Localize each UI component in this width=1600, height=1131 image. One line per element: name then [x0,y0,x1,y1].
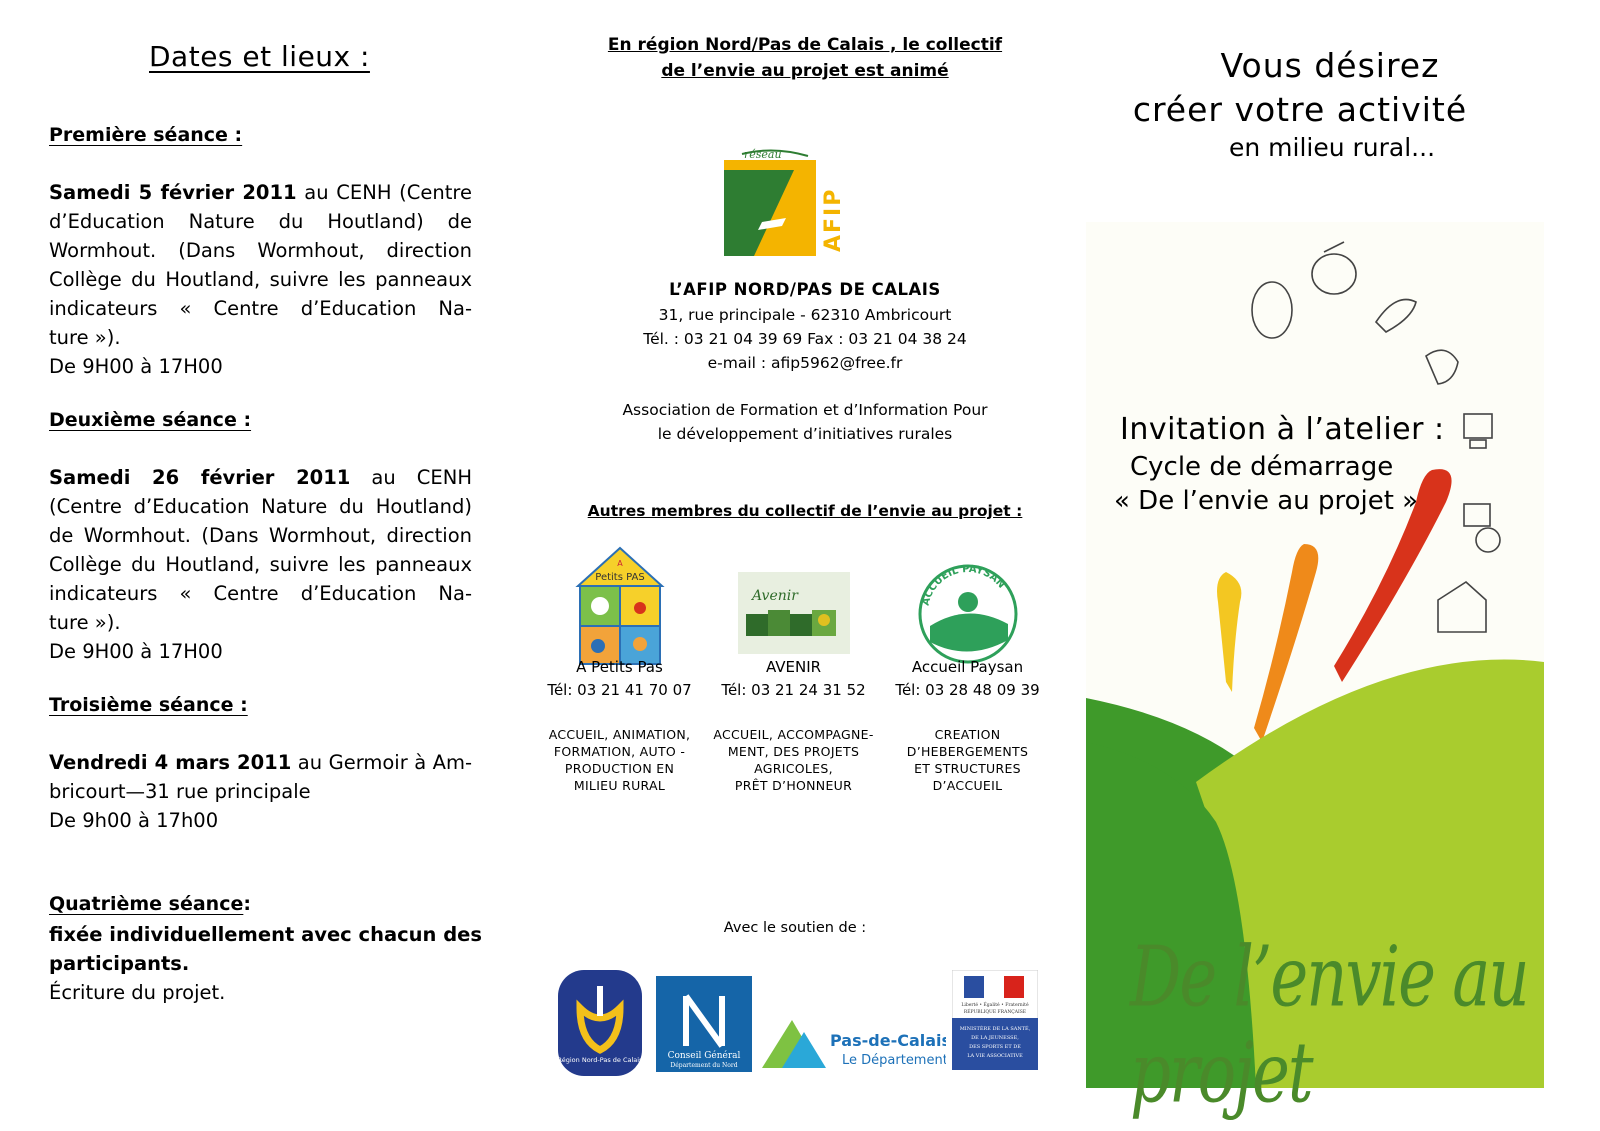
svg-text:A: A [616,559,623,568]
member-name: Accueil Paysan [911,658,1024,676]
petits-pas-logo [572,546,668,670]
seance-4-heading: Quatrième séance: [49,893,251,915]
member-tel: Tél: 03 21 41 70 07 [547,681,692,699]
invitation-title: Invitation à l’atelier : [1120,412,1445,447]
cycle-subtitle: Cycle de démarrage [1130,452,1394,482]
seance-2-heading: Deuxième séance : [49,409,252,431]
svg-text:Département du Nord: Département du Nord [670,1062,738,1069]
member-desc: ACCUEIL, ANIMATION, FORMATION, AUTO - PRODUCTION EN MILIEU RURAL [548,727,691,793]
svg-text:LA VIE ASSOCIATIVE: LA VIE ASSOCIATIVE [967,1053,1023,1059]
member-desc: ACCUEIL, ACCOMPAGNE- MENT, DES PROJETS AGRICOLES, PRÊT D’HONNEUR [713,727,874,793]
seance-2-text: Samedi 26 février 2011 au CENH (Centre d’Education Nature du Houtland) de Wormhout. (Dans Wormhout, direction Collège du Houtland, suivre les panneaux indicateurs « Centre d’Education Na- ture »). De 9H00 à 17H00 [49,466,472,663]
svg-text:Conseil Général: Conseil Général [667,1051,741,1061]
afip-description: Association de Formation et d’Information Pour le développement d’initiatives rurales [622,401,988,443]
svg-text:Avenir: Avenir [751,588,798,604]
member-tel: Tél: 03 28 48 09 39 [895,681,1040,699]
svg-text:Petits PAS: Petits PAS [594,572,645,583]
seance-3-text: Vendredi 4 mars 2011 au Germoir à Am- bricourt—31 rue principale De 9h00 à 17h00 [49,751,473,832]
svg-text:RÉPUBLIQUE FRANÇAISE: RÉPUBLIQUE FRANÇAISE [963,1010,1027,1015]
seance-1-heading: Première séance : [49,124,243,146]
envie-quote: « De l’envie au projet » [1114,486,1419,516]
seance-1-text: Samedi 5 février 2011 au CENH (Centre d’Education Nature du Houtland) de Wormhout. (Dans Wormhout, direction Collège du Houtland, suivre les panneaux indicateurs « Centre d’Education Na- ture »). De 9H00 à 17H00 [49,181,472,378]
svg-text:ACCUEIL PAYSAN: ACCUEIL PAYSAN [920,563,1007,607]
member-petits-pas [532,546,707,826]
svg-text:Pas-de-Calais: Pas-de-Calais [830,1031,946,1050]
avenir-logo [736,546,852,656]
svg-text:DES SPORTS ET DE: DES SPORTS ET DE [969,1044,1021,1050]
accueil-paysan-logo [913,546,1023,656]
autres-membres-title: Autres membres du collectif de l’envie au projet : [587,502,1023,520]
svg-text:Le Département: Le Département [842,1053,946,1068]
cover-headline-1: Vous désirez [1220,46,1440,85]
afip-logo-small-text: réseau [744,148,782,161]
cover-column [1100,0,1560,1131]
collectif-header: En région Nord/Pas de Calais , le collectif de l’envie au projet est animé [607,35,1003,81]
svg-text:DE LA JEUNESSE,: DE LA JEUNESSE, [971,1035,1019,1041]
afip-email[interactable]: e-mail : afip5962@free.fr [707,354,903,372]
dates-title: Dates et lieux : [149,40,370,73]
pas-de-calais-logo [760,1014,946,1074]
cover-headline-2: créer votre activité [1132,90,1468,129]
svg-text:Liberté • Égalité • Fraternité: Liberté • Égalité • Fraternité [961,1003,1029,1008]
member-name: A Petits Pas [576,658,663,676]
conseil-general-logo [656,976,752,1076]
afip-phone: Tél. : 03 21 04 39 69 Fax : 03 21 04 38 24 [643,330,967,348]
member-accueil-paysan [880,546,1055,826]
svg-text:Région Nord-Pas de Calais: Région Nord-Pas de Calais [557,1056,643,1064]
member-avenir [706,546,881,826]
cover-headline-3: en milieu rural... [1228,133,1436,162]
region-logo [556,968,644,1082]
afip-logo-text: AFIP [821,187,844,252]
afip-name: L’AFIP NORD/PAS DE CALAIS [669,280,941,299]
member-desc: CREATION D’HEBERGEMENTS ET STRUCTURES D’ACCUEIL [906,727,1029,793]
member-name: AVENIR [765,658,822,676]
seance-4-text: fixée individuellement avec chacun des participants. Écriture du projet. [49,923,483,1004]
cover-big-title: De l’envie au projet [1130,930,1528,1123]
seance-3-heading: Troisième séance : [49,694,248,716]
afip-address: 31, rue principale - 62310 Ambricourt [658,306,952,324]
afip-logo [724,148,844,258]
svg-text:MINISTÈRE DE LA SANTÉ,: MINISTÈRE DE LA SANTÉ, [959,1026,1031,1032]
ministere-logo [952,970,1038,1074]
soutien-label: Avec le soutien de : [723,920,867,936]
member-tel: Tél: 03 21 24 31 52 [721,681,866,699]
